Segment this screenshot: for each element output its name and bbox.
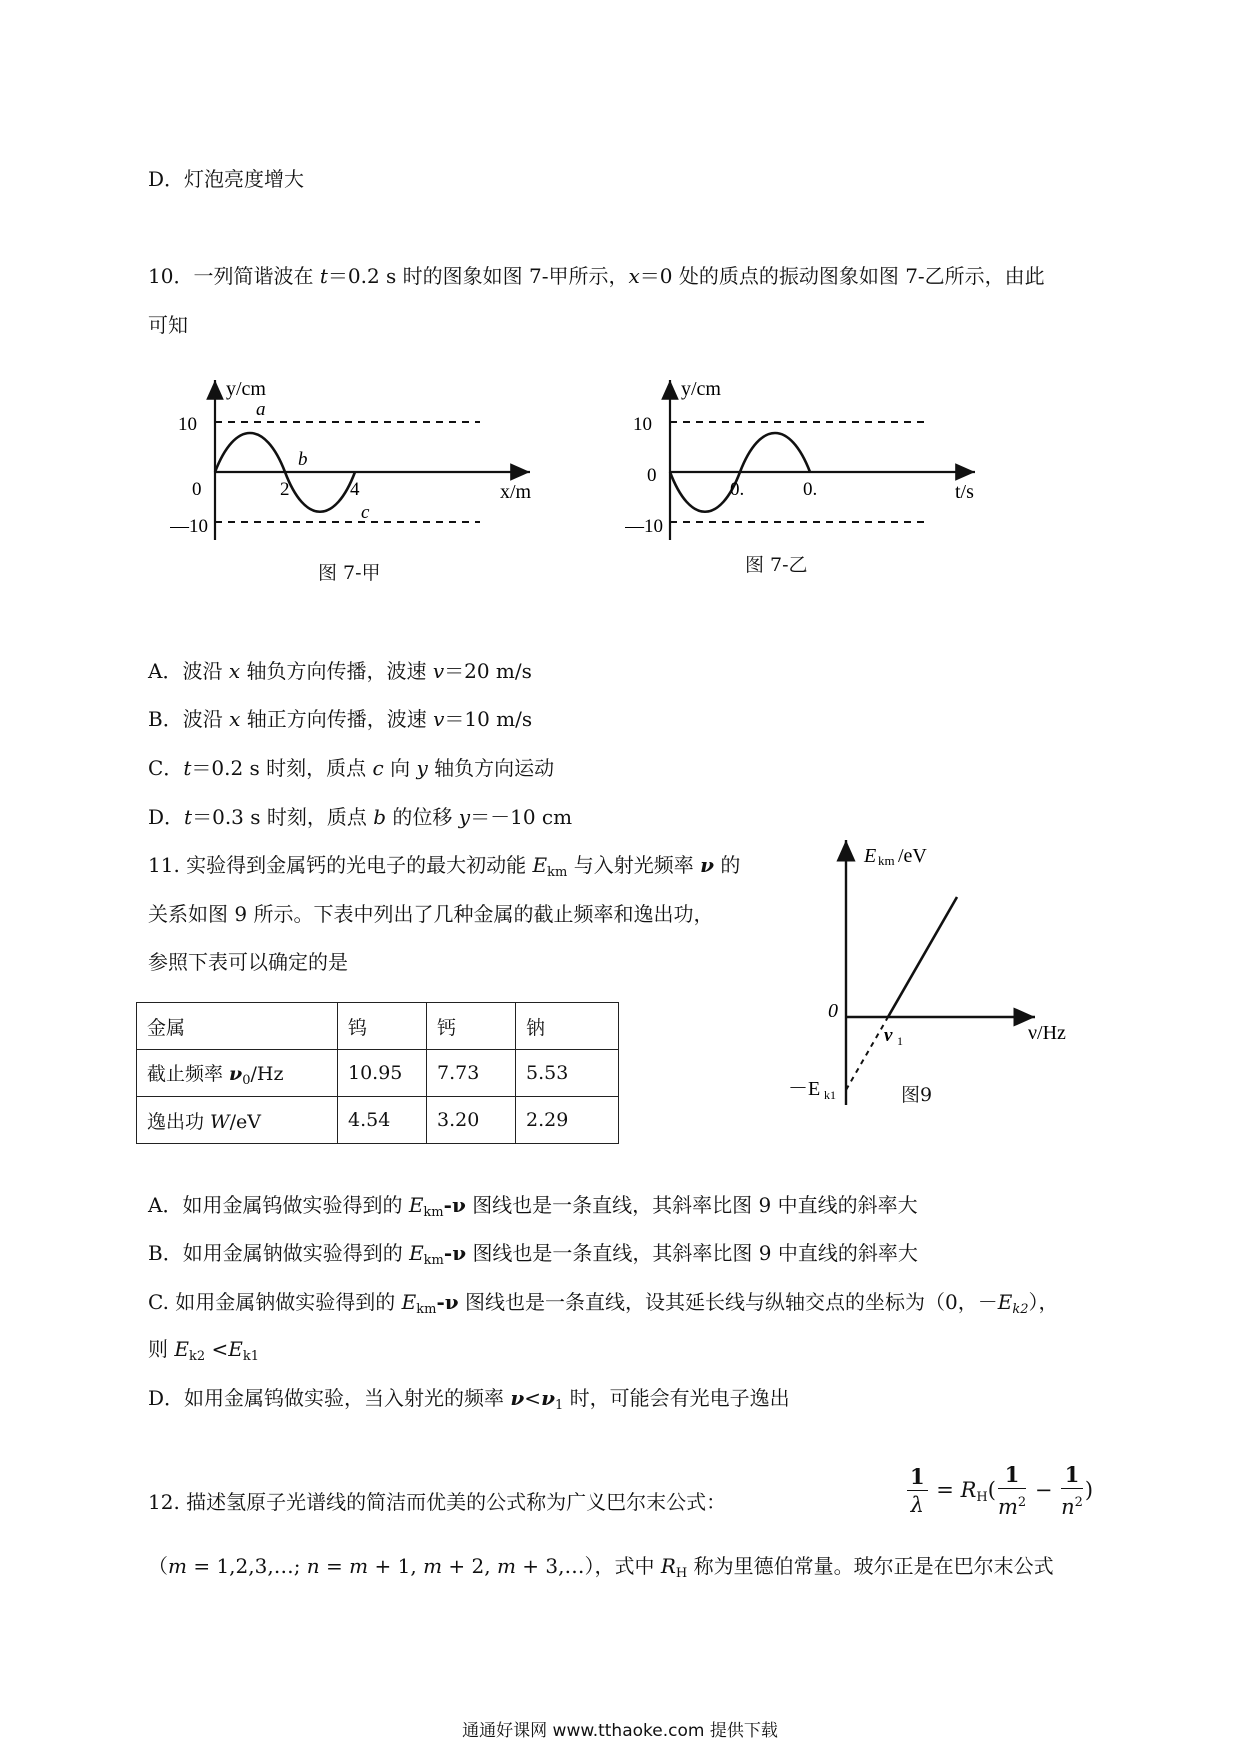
q9-option-d: D．灯泡亮度增大 (148, 167, 305, 191)
table-header-row (137, 1003, 619, 1050)
fig7a-y-label: y/cm (226, 378, 266, 400)
q12-stem-line2: （m = 1,2,3,…; n = m + 1, m + 2, m + 3,…），式中 $R_H$ 称为里德伯常量。玻尔正是在巴尔末公式 (148, 1554, 1054, 1581)
fig9-y-label-km: km (878, 853, 895, 868)
table-row (137, 1097, 619, 1144)
fig9-x-label: ν/Hz (1028, 1022, 1066, 1044)
table-cell: 3.20 (427, 1097, 516, 1144)
fig7b-caption: 图 7-乙 (745, 554, 808, 576)
formula-frac-m: $\frac{1}{m^2}$ (997, 1462, 1027, 1519)
fig9-y-label-E: E (864, 845, 877, 867)
table-header-cell: 钙 (427, 1003, 516, 1050)
formula-frac-n: $\frac{1}{n^2}$ (1061, 1462, 1083, 1519)
q10-option-c: C．t＝0.2 s 时刻，质点 c 向 y 轴负方向运动 (148, 756, 555, 780)
fig7a-tick-10: 10 (178, 414, 197, 435)
figure-7b-vibration-graph (625, 375, 1005, 545)
table-cell: 4.54 (338, 1097, 427, 1144)
q10-option-d: D．t＝0.3 s 时刻，质点 b 的位移 y＝－10 cm (148, 805, 573, 829)
fig7a-tick-neg10: —10 (170, 516, 208, 537)
q10-option-a: A．波沿 x 轴负方向传播，波速 v＝20 m/s (148, 659, 532, 683)
figure-7a-wave-graph (170, 375, 550, 545)
q10-stem-line2: 可知 (148, 313, 188, 337)
fig7b-tick-neg10: —10 (625, 516, 663, 537)
metal-table (136, 1002, 619, 1144)
table-cell: 2.29 (516, 1097, 619, 1144)
fig9-y-label-unit: /eV (898, 845, 927, 867)
table-header-cell: 金属 (137, 1003, 338, 1050)
formula-frac-lambda: $\frac{1}{\lambda}$ (907, 1464, 928, 1519)
page-footer: 通通好课网 www.tthaoke.com 提供下载 (462, 1721, 778, 1741)
q12-stem-line1: 12. 描述氢原子光谱线的简洁而优美的公式称为广义巴尔末公式： (148, 1490, 727, 1514)
table-header-cell: 钠 (516, 1003, 619, 1050)
figure-9-ekm-nu-graph (780, 835, 1090, 1115)
fig9-ek1-sub: k1 (824, 1088, 836, 1102)
fig7b-xtick-2: 0. (803, 479, 818, 500)
q10-stem-line1: 10．一列简谐波在 t＝0.2 s 时的图象如图 7-甲所示，x＝0 处的质点的振动图象如图 7-乙所示，由此 (148, 264, 1045, 288)
fig7b-y-label: y/cm (681, 378, 721, 400)
balmer-formula: $\frac{1}{\lambda}$ = $R_H$( $\frac{1}{m^2}$ − $\frac{1}{n^2}$ ) (905, 1462, 1093, 1521)
table-row-label: 逸出功 W/eV (137, 1097, 338, 1144)
table-row (137, 1050, 619, 1097)
fig7a-xtick-2: 2 (280, 479, 290, 500)
fig7b-tick-10: 10 (633, 414, 652, 435)
fig9-caption: 图9 (901, 1084, 933, 1106)
fig7a-point-c: c (361, 502, 370, 523)
q11-option-c-cont: 则 $E_{k2} <E_{k1}$ (148, 1337, 260, 1364)
fig7b-x-label: t/s (955, 481, 974, 503)
q11-stem-line3: 参照下表可以确定的是 (148, 950, 348, 974)
q10-option-b: B．波沿 x 轴正方向传播，波速 v＝10 m/s (148, 707, 533, 731)
fig7b-tick-0: 0 (647, 465, 657, 486)
fig9-nu1-sub: 1 (897, 1034, 903, 1048)
fig7a-tick-0: 0 (192, 479, 202, 500)
q11-option-d: D．如用金属钨做实验，当入射光的频率 $\nu<\nu_1$ 时，可能会有光电子逸出 (148, 1386, 790, 1413)
table-cell: 7.73 (427, 1050, 516, 1097)
table-header-cell: 钨 (338, 1003, 427, 1050)
table-row-label: 截止频率 $\nu_0/Hz$ (137, 1050, 338, 1097)
table-cell: 5.53 (516, 1050, 619, 1097)
fig7a-point-b: b (298, 449, 308, 470)
q11-stem-line2: 关系如图 9 所示。下表中列出了几种金属的截止频率和逸出功， (148, 902, 714, 926)
fig7a-x-label: x/m (500, 481, 532, 503)
fig9-zero: 0 (828, 1000, 838, 1022)
fig7a-caption: 图 7-甲 (318, 562, 381, 584)
q11-option-a: A．如用金属钨做实验得到的 $E_{km}-\nu$ 图线也是一条直线，其斜率比图 9 中直线的斜率大 (148, 1193, 918, 1220)
fig7b-xtick-1: 0. (730, 479, 745, 500)
q11-option-b: B．如用金属钠做实验得到的 $E_{km}-\nu$ 图线也是一条直线，其斜率比图 9 中直线的斜率大 (148, 1241, 918, 1268)
fig9-ek1: －E (788, 1078, 821, 1100)
fig9-nu1: ν (884, 1025, 893, 1046)
fig7a-xtick-4: 4 (350, 479, 360, 500)
q11-option-c: C. 如用金属钠做实验得到的 $E_{km}-\nu$ 图线也是一条直线，设其延长线与纵轴交点的坐标为（0，$-E_{k2}$）， (148, 1290, 1059, 1317)
table-cell: 10.95 (338, 1050, 427, 1097)
fig7a-point-a: a (256, 399, 266, 420)
q11-stem-line1: 11. 实验得到金属钙的光电子的最大初动能 $E_{km}$ 与入射光频率 ν 的 (148, 853, 741, 880)
